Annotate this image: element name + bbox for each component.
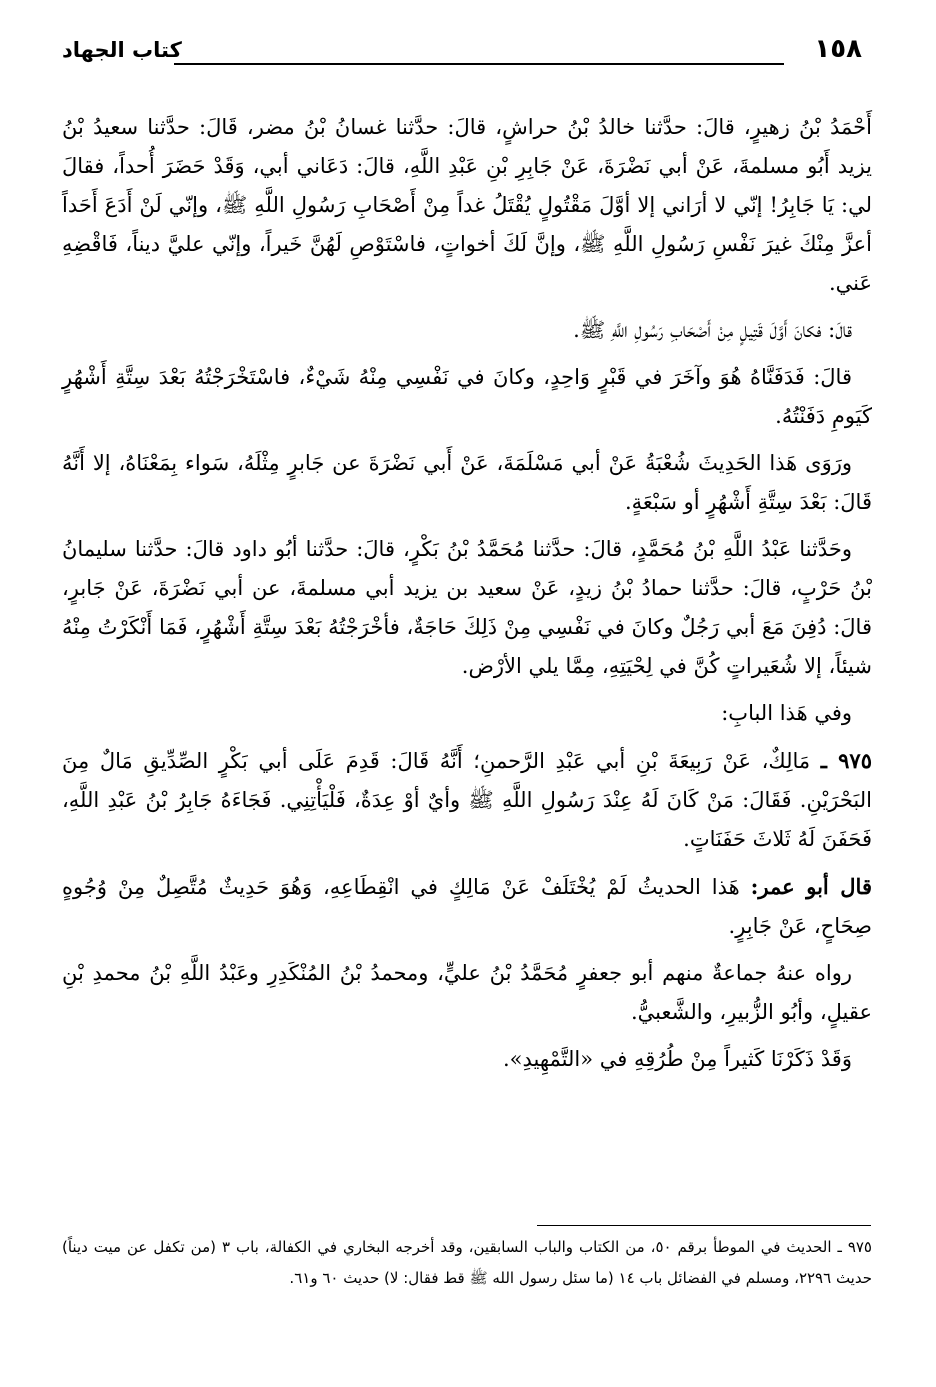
main-text	[62, 108, 872, 1087]
paragraph-tamhid-reference: وَقَدْ ذَكَرْنَا كَثيراً مِنْ طُرُقِهِ في «التَّمْهِيدِ».	[502, 1047, 852, 1071]
hadith-number: ٩٧٥ ـ	[820, 748, 872, 773]
paragraph-chapter-intro: وفي هَذا البابِ:	[721, 701, 852, 725]
running-title: كتاب الجهاد	[62, 38, 182, 62]
paragraph-abu-umar-comment	[62, 867, 872, 946]
footnote-975: ٩٧٥ ـ الحديث في الموطأ برقم ٥٠، من الكتاب والباب السابقين، وقد أخرجه البخاري في الكفالة، باب ٣ (من تكفل عن ميت ديناً) حديث ٢٢٩٦، ومسلم في الفضائل باب ١٤ (ما سئل رسول الله ﷺ قط فقال: لا) حديث ٦٠ و٦١.	[62, 1238, 872, 1287]
hadith-975-text: مَالِكٌ، عَنْ رَبِيعَةَ بْنِ أبي عَبْدِ الرَّحمنِ؛ أَنَّهُ قَالَ: قَدِمَ عَلَى أبي بَكْرٍ الصِّدِّيقِ مَالٌ مِنَ البَحْرَيْنِ. فَقَالَ: مَنْ كَانَ لَهُ عِنْدَ رَسُولِ اللَّهِ ﷺ وأيٌ أوْ عِدَةٌ، فَلْيَأْتِنِي. فَجَاءَهُ جَابِرُ بْنُ عَبْدِ اللَّهِ، فَحَفَنَ لَهُ ثَلاثَ حَفَنَاتٍ.	[62, 749, 872, 851]
header-rule	[174, 63, 784, 65]
abu-umar-text: هَذا الحديثُ لَمْ يُخْتَلَفْ عَنْ مَالِكٍ في انْقِطَاعِهِ، وَهُوَ حَدِيثٌ مُتَّصِلٌ مِنْ وُجُوهٍ صِحَاحٍ، عَنْ جَابِرٍ.	[62, 875, 872, 938]
abu-umar-lead: قال أبو عمر:	[750, 874, 872, 899]
paragraph-first-martyr: قالَ: فكانَ أَوَّلَ قَتِيلٍ مِنْ أَصْحَابِ رَسُولِ اللَّهِ ﷺ.	[573, 318, 852, 342]
paragraph-hadith-975	[62, 741, 872, 859]
paragraph-shuba-narration: ورَوَى هَذا الحَدِيثَ شُعْبَةُ عَنْ أبي مَسْلَمَةَ، عَنْ أَبي نَضْرَةَ عن جَابرٍ مِثْلَهُ، سَواء بِمَعْنَاهُ، إلا أَنَّهُ قَالَ: بَعْدَ سِتَّةِ أَشْهُرٍ أو سَبْعَةٍ.	[62, 451, 872, 514]
footnote-separator	[537, 1225, 871, 1226]
paragraph-burial: قالَ: فَدَفَنَّاهُ هُوَ وآخَرَ في قَبْرٍ وَاحِدٍ، وكانَ في نَفْسِي مِنْهُ شَيْءٌ، فاسْتَخْرَجْتُهُ بَعْدَ سِتَّةِ أَشْهُرٍ كَيَومِ دَفَنْتُهُ.	[62, 365, 872, 428]
paragraph-abu-dawud-chain: وحَدَّثنا عَبْدُ اللَّهِ بْنُ مُحَمَّدٍ، قالَ: حدَّثنا مُحَمَّدُ بْنُ بَكْرٍ، قالَ: حدَّثنا أبُو داود قالَ: حدَّثنا سليمانُ بْنُ حَرْبٍ، قالَ: حدَّثنا حمادُ بْنُ زيدٍ، عَنْ سعيد بن يزيد أبي مسلمةَ، عن أبي نَضْرَةَ، عَنْ جَابرٍ، قالَ: دُفِنَ مَعَ أبي رَجُلٌ وكانَ في نَفْسِي مِنْ ذَلِكَ حَاجَةٌ، فأخْرَجْتُهُ بَعْدَ سِتَّةِ أَشْهُرٍ، فَمَا أَنْكَرْتُ مِنْهُ شيئاً، إلا شُعَيراتٍ كُنَّ في لِحْيَتِهِ، مِمَّا يلي الأرْض.	[62, 537, 872, 678]
page-number: ١٥٨	[814, 34, 862, 64]
page-header	[62, 30, 862, 70]
paragraph-hadith-chain: أَحْمَدُ بْنُ زهيرٍ، قالَ: حدَّثنا خالدُ بْنُ حراشٍ، قالَ: حدَّثنا غسانُ بْنُ مضر، قَالَ: حدَّثنا سعيدُ بْنُ يزيد أَبُو مسلمةَ، عَنْ أبي نَضْرَةَ، عَنْ جَابِرِ بْنِ عَبْدِ اللَّهِ، قالَ: دَعَاني أبي، وَقَدْ حَضَرَ أُحداً، فقالَ لي: يَا جَابِرُ! إنّي لا أرَاني إلا أوَّلَ مَقْتُولٍ يُقْتَلُ غداً مِنْ أَصْحَابِ رَسُولِ اللَّهِ ﷺ، وإنّي لَنْ أَدَعَ أَحَداً أعزَّ مِنْكَ غيرَ نَفْسِ رَسُولِ اللَّهِ ﷺ، وإنَّ لَكَ أخواتٍ، فاسْتَوْصِ لَهُنَّ خَيراً، وإنّي عليَّ ديناً، فَاقْضِهِ عَني.	[62, 115, 872, 295]
paragraph-narrators: رواه عنهُ جماعةٌ منهم أبو جعفرٍ مُحَمَّدُ بْنُ عليٍّ، ومحمدُ بْنُ المُنْكَدِرِ وعَبْدُ اللَّهِ بْنُ محمدِ بْنِ عقيلٍ، وأبُو الزُّبيرِ، والشَّعبيُّ.	[62, 961, 872, 1024]
